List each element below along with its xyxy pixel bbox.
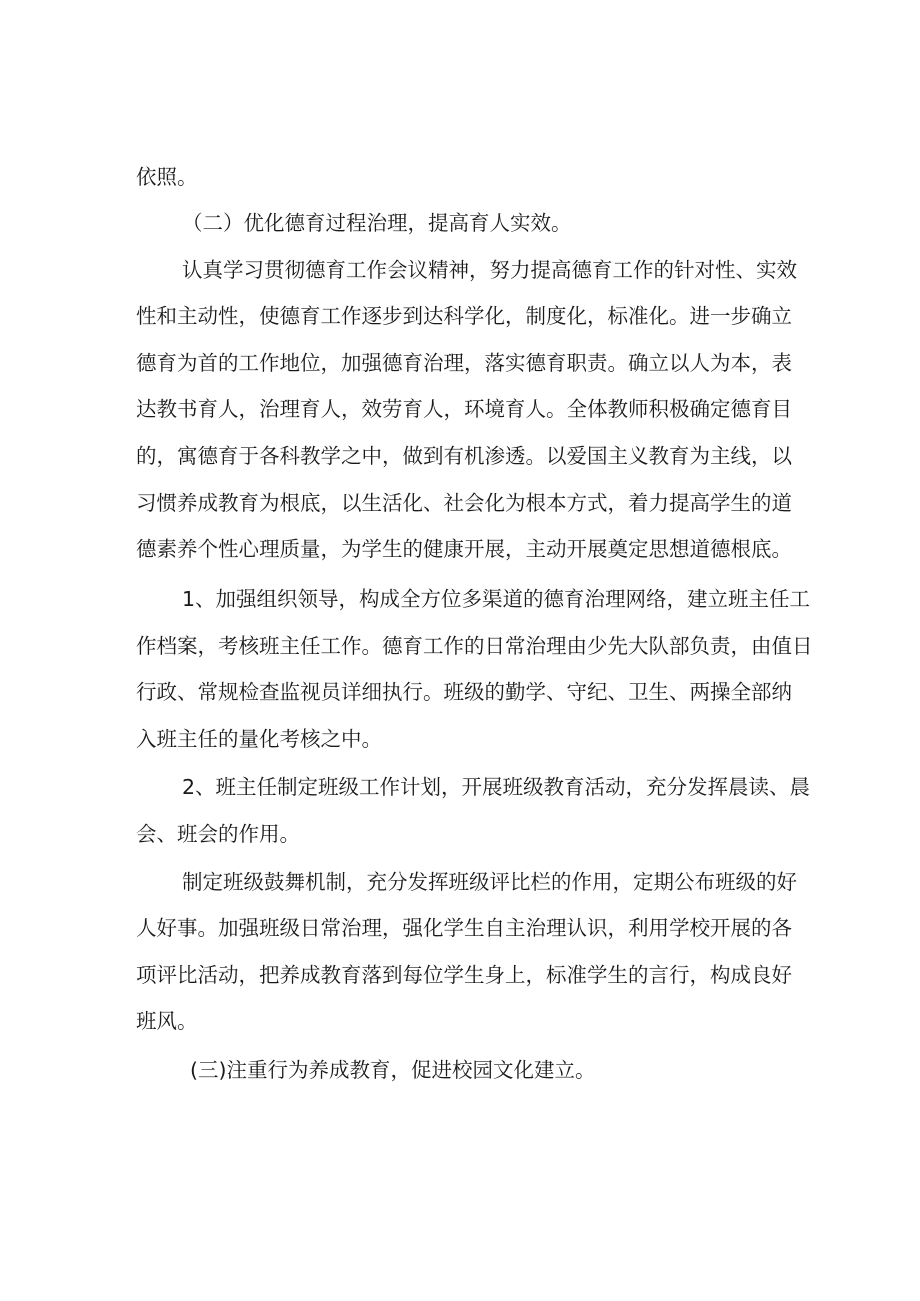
paragraph-line: 项评比活动，把养成教育落到每位学生身上，标准学生的言行，构成良好 (136, 963, 792, 987)
paragraph-line: 入班主任的量化考核之中。 (136, 727, 382, 751)
section-heading-2: （二）优化德育过程治理，提高育人实效。 (182, 211, 572, 235)
paragraph-line: 达教书育人，治理育人，效劳育人，环境育人。全体教师积极确定德育目 (136, 397, 792, 421)
paragraph-line: 依照。 (136, 165, 198, 189)
paragraph-line: 会、班会的作用。 (136, 822, 300, 846)
paragraph-line: 行政、常规检查监视员详细执行。班级的勤学、守纪、卫生、两操全部纳 (136, 680, 792, 704)
section-heading-3: (三)注重行为养成教育，促进校园文化建立。 (190, 1058, 596, 1082)
paragraph-line: 作档案，考核班主任工作。德育工作的日常治理由少先大队部负责，由值日 (136, 634, 813, 658)
paragraph-line: 班风。 (136, 1009, 198, 1033)
paragraph-line: 德育为首的工作地位，加强德育治理，落实德育职责。确立以人为本，表 (136, 351, 792, 375)
paragraph-line: 制定班级鼓舞机制，充分发挥班级评比栏的作用，定期公布班级的好 (182, 870, 797, 894)
paragraph-line: 的，寓德育于各科教学之中，做到有机渗透。以爱国主义教育为主线，以 (136, 444, 792, 468)
paragraph-line: 德素养个性心理质量，为学生的健康开展，主动开展奠定思想道德根底。 (136, 537, 792, 561)
paragraph-line: 习惯养成教育为根底，以生活化、社会化为根本方式，着力提高学生的道 (136, 491, 792, 515)
paragraph-line: 性和主动性，使德育工作逐步到达科学化，制度化，标准化。进一步确立 (136, 304, 792, 328)
paragraph-line: 认真学习贯彻德育工作会议精神，努力提高德育工作的针对性、实效 (182, 258, 797, 282)
paragraph-line: 人好事。加强班级日常治理，强化学生自主治理认识，利用学校开展的各 (136, 916, 792, 940)
paragraph-line: 2、班主任制定班级工作计划，开展班级教育活动，充分发挥晨读、晨 (182, 775, 811, 799)
paragraph-line: 1、加强组织领导，构成全方位多渠道的德育治理网络，建立班主任工 (182, 587, 811, 611)
